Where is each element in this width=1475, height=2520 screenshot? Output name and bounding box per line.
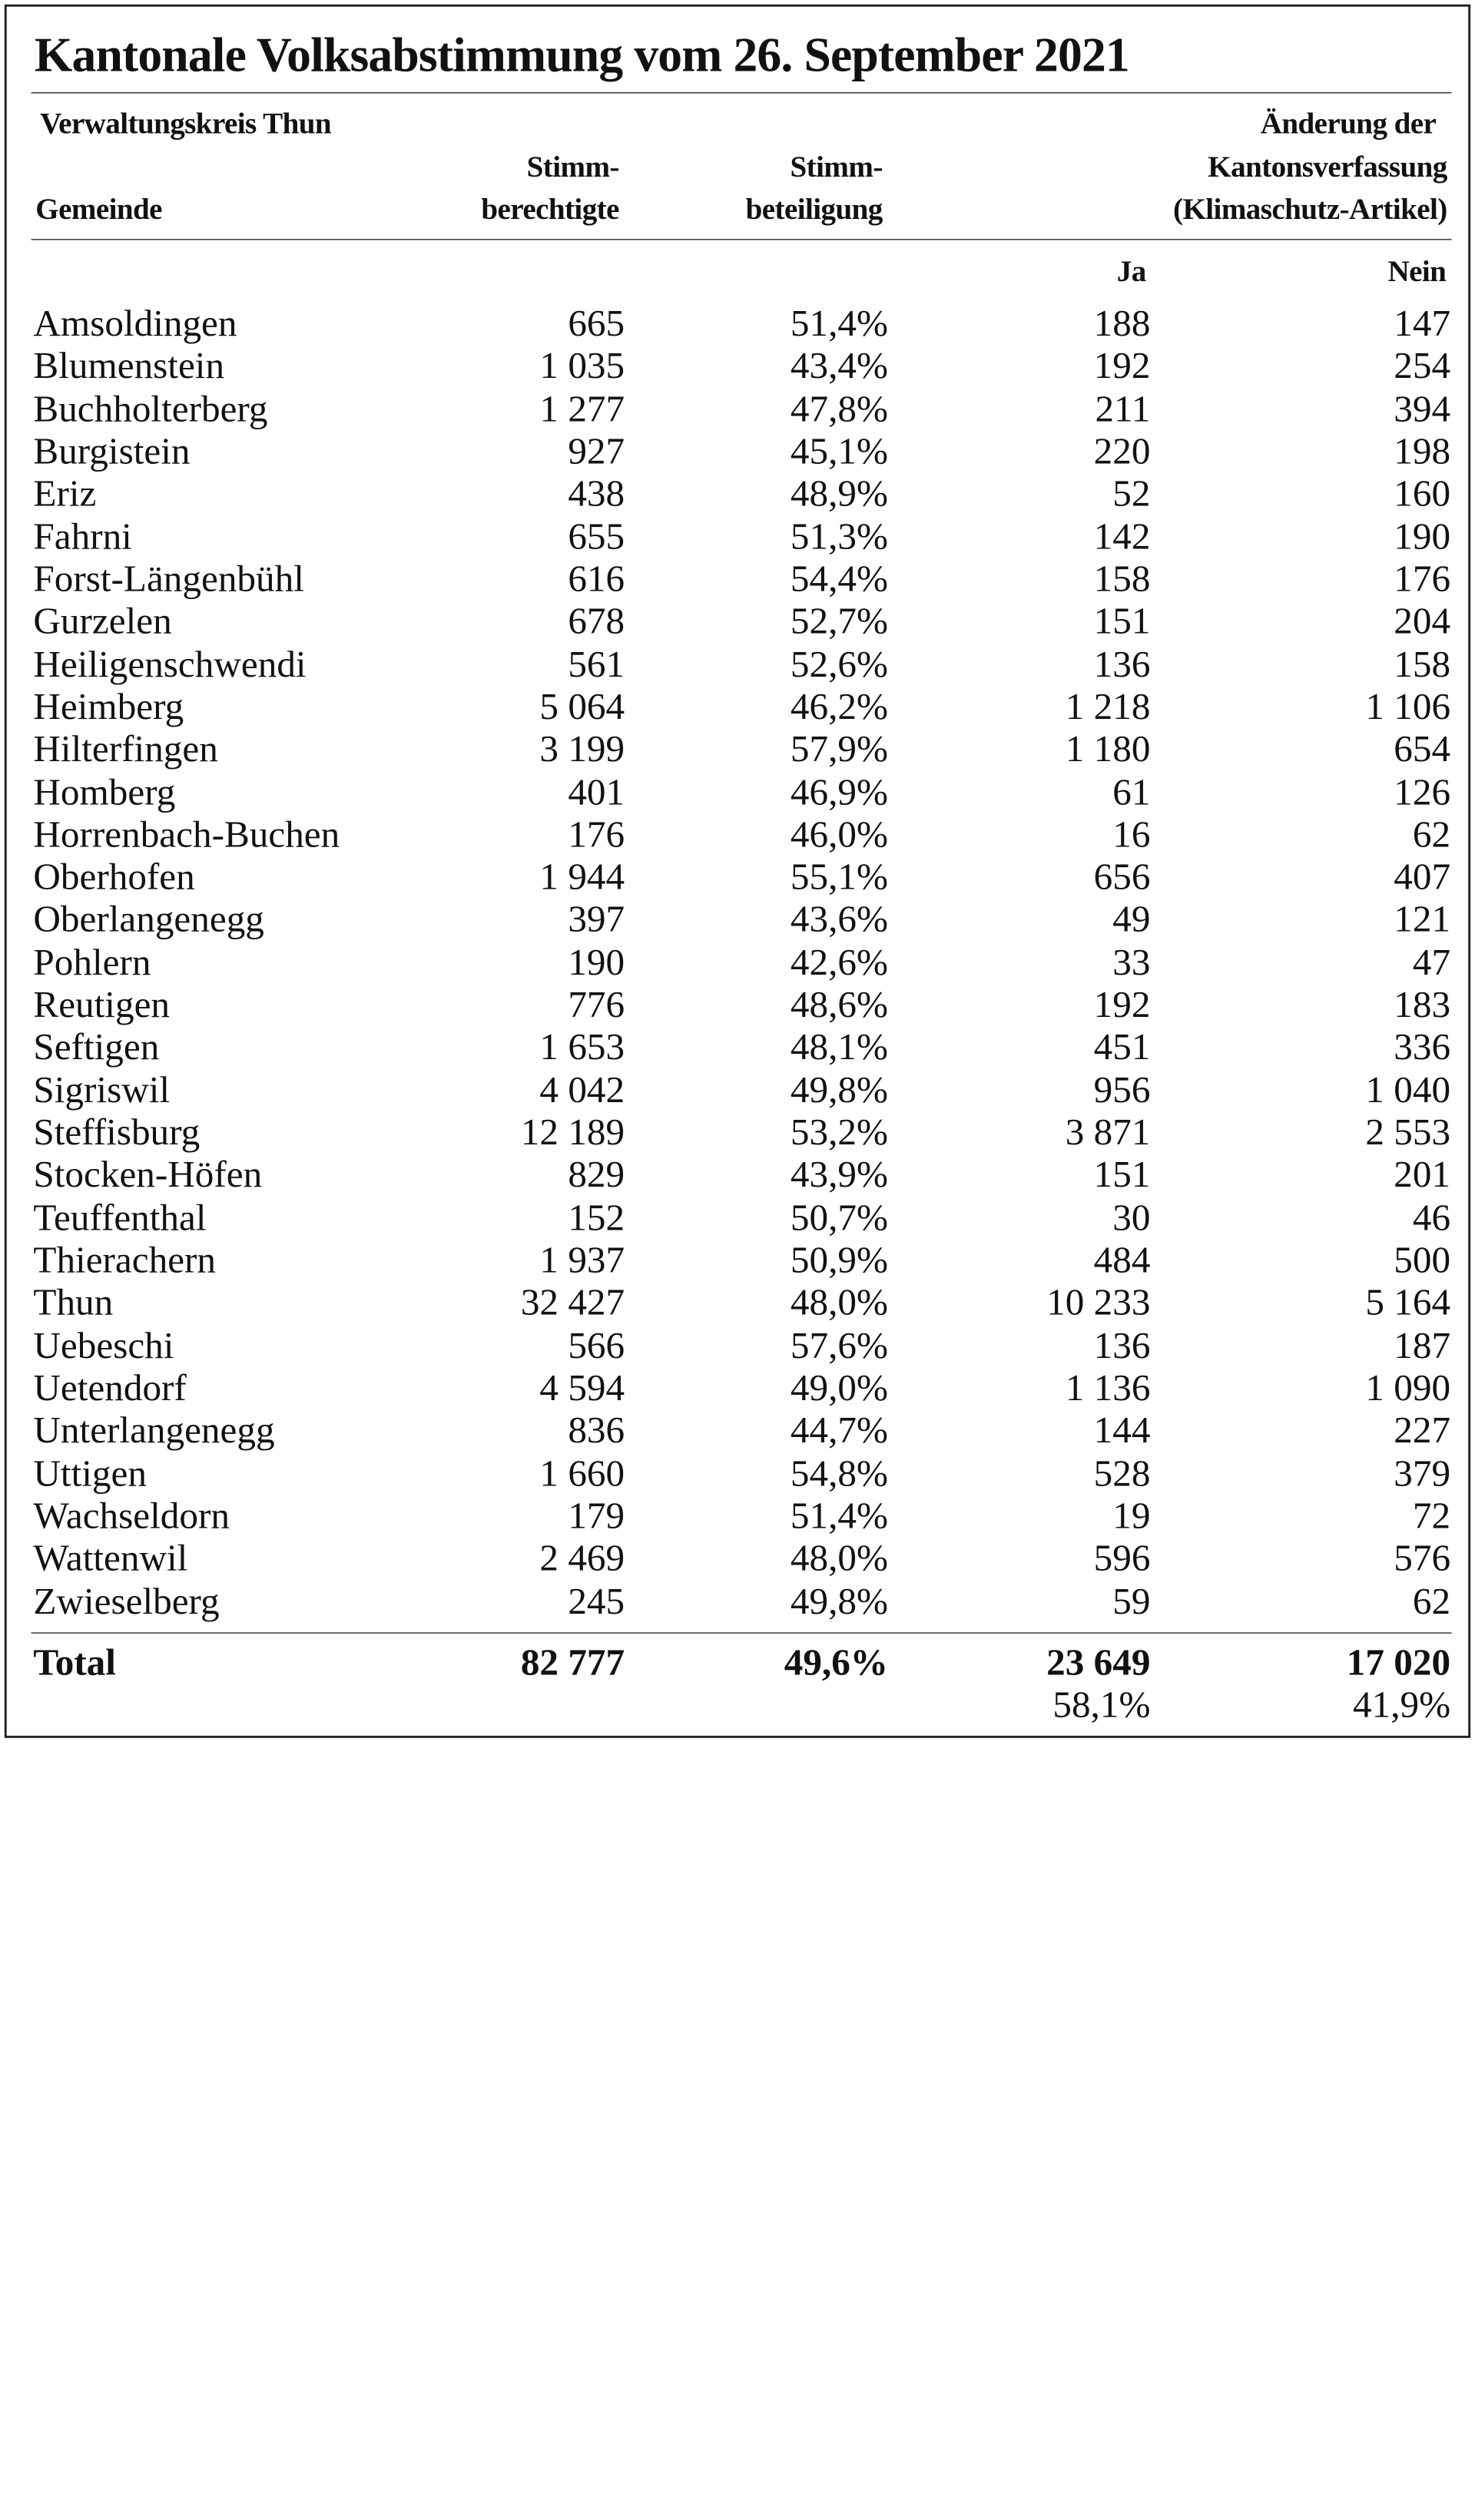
row-stimmbeteiligung: 46,9% xyxy=(790,771,888,813)
row-ja: 52 xyxy=(1112,473,1151,515)
row-nein: 183 xyxy=(1394,985,1451,1026)
row-stimmbeteiligung: 57,6% xyxy=(790,1325,888,1367)
row-stimmberechtigte: 12 189 xyxy=(520,1112,625,1154)
row-ja: 211 xyxy=(1095,388,1151,430)
row-stimmbeteiligung: 55,1% xyxy=(790,856,888,899)
row-stimmbeteiligung: 48,9% xyxy=(790,473,888,515)
total-percent-row xyxy=(7,1684,1473,1727)
row-ja: 1 136 xyxy=(1065,1368,1151,1409)
row-gemeinde: Horrenbach-Buchen xyxy=(33,814,340,856)
total-nein: 17 020 xyxy=(1346,1642,1451,1684)
table-row xyxy=(7,985,1473,1027)
proposal-header-line1: Änderung der xyxy=(1260,106,1437,141)
col-header-stimmberechtigte-line2: berechtigte xyxy=(481,192,619,226)
row-nein: 62 xyxy=(1412,1581,1451,1622)
row-stimmbeteiligung: 47,8% xyxy=(790,388,888,430)
table-row xyxy=(7,431,1473,473)
row-stimmbeteiligung: 53,2% xyxy=(790,1112,888,1154)
row-stimmbeteiligung: 51,3% xyxy=(790,516,888,558)
row-stimmbeteiligung: 54,8% xyxy=(790,1452,888,1495)
row-stimmbeteiligung: 50,7% xyxy=(790,1197,888,1239)
table-row xyxy=(7,644,1473,686)
row-ja: 59 xyxy=(1112,1581,1151,1622)
row-ja: 136 xyxy=(1093,1325,1151,1367)
row-nein: 379 xyxy=(1394,1452,1451,1495)
table-row xyxy=(7,772,1473,814)
row-gemeinde: Sigriswil xyxy=(33,1069,171,1111)
row-gemeinde: Amsoldingen xyxy=(33,303,237,345)
row-nein: 394 xyxy=(1394,388,1451,430)
row-stimmberechtigte: 401 xyxy=(568,771,625,813)
row-stimmbeteiligung: 49,0% xyxy=(790,1368,888,1409)
table-row xyxy=(7,899,1473,942)
row-nein: 336 xyxy=(1394,1027,1451,1069)
row-stimmberechtigte: 179 xyxy=(568,1495,625,1537)
row-stimmbeteiligung: 50,9% xyxy=(790,1240,888,1282)
col-header-ja: Ja xyxy=(1116,254,1146,288)
table-row xyxy=(7,516,1473,558)
row-ja: 151 xyxy=(1093,1154,1151,1197)
table-row xyxy=(7,1240,1473,1283)
row-ja: 220 xyxy=(1093,431,1151,472)
row-stimmbeteiligung: 43,6% xyxy=(790,899,888,941)
row-gemeinde: Fahrni xyxy=(33,516,132,558)
row-nein: 254 xyxy=(1394,346,1451,387)
table-row xyxy=(7,729,1473,771)
row-stimmberechtigte: 4 042 xyxy=(539,1069,625,1111)
row-stimmbeteiligung: 48,1% xyxy=(790,1027,888,1069)
row-ja: 61 xyxy=(1112,771,1151,813)
row-stimmbeteiligung: 46,0% xyxy=(790,814,888,856)
row-nein: 5 164 xyxy=(1365,1283,1451,1324)
table-row xyxy=(7,1027,1473,1069)
row-stimmberechtigte: 32 427 xyxy=(520,1283,625,1324)
row-ja: 451 xyxy=(1093,1027,1151,1069)
row-stimmbeteiligung: 43,4% xyxy=(790,346,888,387)
row-ja: 188 xyxy=(1093,303,1151,345)
row-stimmberechtigte: 665 xyxy=(568,303,625,345)
total-ja-percent: 58,1% xyxy=(1052,1684,1151,1726)
col-header-nein: Nein xyxy=(1387,254,1447,288)
row-nein: 204 xyxy=(1394,601,1451,643)
row-nein: 500 xyxy=(1394,1240,1451,1282)
total-nein-percent: 41,9% xyxy=(1353,1684,1451,1726)
row-ja: 158 xyxy=(1093,558,1151,601)
row-gemeinde: Zwieselberg xyxy=(33,1581,220,1622)
row-ja: 528 xyxy=(1093,1452,1151,1495)
row-gemeinde: Stocken-Höfen xyxy=(33,1154,263,1197)
row-nein: 2 553 xyxy=(1365,1112,1451,1154)
row-stimmberechtigte: 1 035 xyxy=(539,346,625,387)
row-gemeinde: Blumenstein xyxy=(33,346,225,387)
row-stimmberechtigte: 566 xyxy=(568,1325,625,1367)
row-nein: 62 xyxy=(1412,814,1451,856)
row-stimmbeteiligung: 54,4% xyxy=(790,558,888,601)
table-row xyxy=(7,1326,1473,1368)
row-stimmbeteiligung: 48,0% xyxy=(790,1538,888,1580)
table-row xyxy=(7,346,1473,388)
district-label: Verwaltungskreis Thun xyxy=(40,106,332,141)
row-stimmberechtigte: 176 xyxy=(568,814,625,856)
table-row xyxy=(7,1155,1473,1197)
table-row xyxy=(7,857,1473,899)
row-gemeinde: Reutigen xyxy=(33,985,171,1026)
row-gemeinde: Buchholterberg xyxy=(33,388,268,430)
row-ja: 192 xyxy=(1093,985,1151,1026)
row-ja: 484 xyxy=(1093,1240,1151,1282)
row-nein: 198 xyxy=(1394,431,1451,472)
row-stimmbeteiligung: 45,1% xyxy=(790,431,888,472)
row-ja: 136 xyxy=(1093,644,1151,686)
row-stimmbeteiligung: 42,6% xyxy=(790,942,888,984)
row-ja: 192 xyxy=(1093,346,1151,387)
row-ja: 656 xyxy=(1093,856,1151,899)
row-stimmberechtigte: 4 594 xyxy=(539,1368,625,1409)
row-stimmberechtigte: 655 xyxy=(568,516,625,558)
row-ja: 19 xyxy=(1112,1495,1151,1537)
row-nein: 1 090 xyxy=(1365,1368,1451,1409)
row-ja: 10 233 xyxy=(1046,1283,1151,1324)
table-row xyxy=(7,1495,1473,1538)
table-row xyxy=(7,1070,1473,1112)
title-rule xyxy=(31,92,1452,93)
row-ja: 3 871 xyxy=(1065,1112,1151,1154)
row-nein: 187 xyxy=(1394,1325,1451,1367)
results-table-page xyxy=(5,5,1470,1738)
row-ja: 1 180 xyxy=(1065,729,1151,770)
row-stimmbeteiligung: 49,8% xyxy=(790,1581,888,1622)
row-ja: 151 xyxy=(1093,601,1151,643)
row-stimmbeteiligung: 51,4% xyxy=(790,303,888,345)
table-row xyxy=(7,559,1473,601)
table-row xyxy=(7,1453,1473,1495)
row-ja: 596 xyxy=(1093,1538,1151,1580)
row-stimmbeteiligung: 48,0% xyxy=(790,1283,888,1324)
row-nein: 47 xyxy=(1412,942,1451,984)
table-row xyxy=(7,814,1473,856)
row-stimmberechtigte: 927 xyxy=(568,431,625,472)
row-stimmberechtigte: 2 469 xyxy=(539,1538,625,1580)
col-header-gemeinde: Gemeinde xyxy=(35,192,162,226)
table-row xyxy=(7,303,1473,346)
total-rule xyxy=(31,1632,1452,1633)
row-stimmberechtigte: 190 xyxy=(568,942,625,984)
row-nein: 190 xyxy=(1394,516,1451,558)
row-gemeinde: Heiligenschwendi xyxy=(33,644,307,686)
row-ja: 142 xyxy=(1093,516,1151,558)
row-stimmbeteiligung: 51,4% xyxy=(790,1495,888,1537)
row-stimmbeteiligung: 52,6% xyxy=(790,644,888,686)
row-gemeinde: Heimberg xyxy=(33,686,184,728)
col-header-stimmbeteiligung-line2: beteiligung xyxy=(745,192,883,226)
total-stimmberechtigte: 82 777 xyxy=(520,1642,625,1684)
row-stimmberechtigte: 3 199 xyxy=(539,729,625,770)
row-stimmberechtigte: 1 937 xyxy=(539,1240,625,1282)
total-beteiligung: 49,6% xyxy=(784,1642,888,1684)
row-stimmbeteiligung: 46,2% xyxy=(790,686,888,728)
row-ja: 30 xyxy=(1112,1197,1151,1239)
table-row xyxy=(7,1368,1473,1410)
row-stimmberechtigte: 1 944 xyxy=(539,856,625,899)
col-header-stimmberechtigte-line1: Stimm- xyxy=(526,150,619,184)
row-stimmberechtigte: 1 277 xyxy=(539,388,625,430)
row-stimmberechtigte: 152 xyxy=(568,1197,625,1239)
row-gemeinde: Uetendorf xyxy=(33,1368,187,1409)
row-ja: 16 xyxy=(1112,814,1151,856)
row-gemeinde: Teuffenthal xyxy=(33,1197,207,1239)
row-ja: 33 xyxy=(1112,942,1151,984)
total-row xyxy=(7,1642,1473,1684)
row-stimmbeteiligung: 57,9% xyxy=(790,729,888,770)
table-row xyxy=(7,474,1473,516)
row-ja: 49 xyxy=(1112,899,1151,941)
total-label: Total xyxy=(33,1642,116,1684)
row-gemeinde: Burgistein xyxy=(33,431,191,472)
row-stimmbeteiligung: 44,7% xyxy=(790,1410,888,1452)
row-nein: 72 xyxy=(1412,1495,1451,1537)
header-rule xyxy=(31,239,1452,240)
proposal-header-line2: Kantonsverfassung xyxy=(1208,150,1447,184)
row-stimmbeteiligung: 43,9% xyxy=(790,1154,888,1197)
row-gemeinde: Uttigen xyxy=(33,1452,147,1495)
row-gemeinde: Oberhofen xyxy=(33,856,195,899)
row-ja: 1 218 xyxy=(1065,686,1151,728)
row-gemeinde: Pohlern xyxy=(33,942,151,984)
table-row xyxy=(7,942,1473,985)
table-row xyxy=(7,1197,1473,1240)
row-stimmbeteiligung: 49,8% xyxy=(790,1069,888,1111)
row-stimmbeteiligung: 48,6% xyxy=(790,985,888,1026)
row-stimmberechtigte: 836 xyxy=(568,1410,625,1452)
row-gemeinde: Forst-Längenbühl xyxy=(33,558,304,601)
row-gemeinde: Thun xyxy=(33,1283,114,1324)
row-nein: 201 xyxy=(1394,1154,1451,1197)
row-nein: 576 xyxy=(1394,1538,1451,1580)
row-stimmberechtigte: 829 xyxy=(568,1154,625,1197)
row-gemeinde: Eriz xyxy=(33,473,97,515)
row-stimmbeteiligung: 52,7% xyxy=(790,601,888,643)
row-nein: 1 040 xyxy=(1365,1069,1451,1111)
row-gemeinde: Thierachern xyxy=(33,1240,217,1282)
row-stimmberechtigte: 397 xyxy=(568,899,625,941)
table-row xyxy=(7,1410,1473,1452)
table-row xyxy=(7,389,1473,431)
row-gemeinde: Hilterfingen xyxy=(33,729,218,770)
table-row xyxy=(7,1581,1473,1623)
row-gemeinde: Seftigen xyxy=(33,1027,160,1069)
row-gemeinde: Oberlangenegg xyxy=(33,899,264,941)
row-gemeinde: Wattenwil xyxy=(33,1538,188,1580)
row-nein: 158 xyxy=(1394,644,1451,686)
table-row xyxy=(7,687,1473,729)
col-header-stimmbeteiligung-line1: Stimm- xyxy=(790,150,883,184)
row-nein: 46 xyxy=(1412,1197,1451,1239)
row-nein: 160 xyxy=(1394,473,1451,515)
total-ja: 23 649 xyxy=(1046,1642,1151,1684)
row-ja: 956 xyxy=(1093,1069,1151,1111)
row-stimmberechtigte: 1 653 xyxy=(539,1027,625,1069)
row-stimmberechtigte: 561 xyxy=(568,644,625,686)
row-nein: 227 xyxy=(1394,1410,1451,1452)
table-row xyxy=(7,1283,1473,1325)
row-gemeinde: Homberg xyxy=(33,771,176,813)
table-row xyxy=(7,1538,1473,1581)
row-gemeinde: Uebeschi xyxy=(33,1325,174,1367)
row-nein: 126 xyxy=(1394,771,1451,813)
row-nein: 147 xyxy=(1394,303,1451,345)
page-title: Kantonale Volksabstimmung vom 26. September 2021 xyxy=(34,28,1129,83)
proposal-header-line3: (Klimaschutz-Artikel) xyxy=(1173,192,1447,226)
row-nein: 1 106 xyxy=(1365,686,1451,728)
table-row xyxy=(7,1112,1473,1154)
row-stimmberechtigte: 438 xyxy=(568,473,625,515)
row-nein: 407 xyxy=(1394,856,1451,899)
row-nein: 121 xyxy=(1394,899,1451,941)
row-nein: 654 xyxy=(1394,729,1451,770)
row-ja: 144 xyxy=(1093,1410,1151,1452)
row-gemeinde: Gurzelen xyxy=(33,601,172,643)
row-stimmberechtigte: 1 660 xyxy=(539,1452,625,1495)
row-stimmberechtigte: 776 xyxy=(568,985,625,1026)
row-stimmberechtigte: 5 064 xyxy=(539,686,625,728)
row-stimmberechtigte: 678 xyxy=(568,601,625,643)
row-nein: 176 xyxy=(1394,558,1451,601)
row-gemeinde: Wachseldorn xyxy=(33,1495,230,1537)
row-gemeinde: Unterlangenegg xyxy=(33,1410,275,1452)
row-stimmberechtigte: 245 xyxy=(568,1581,625,1622)
row-stimmberechtigte: 616 xyxy=(568,558,625,601)
row-gemeinde: Steffisburg xyxy=(33,1112,201,1154)
table-row xyxy=(7,601,1473,644)
